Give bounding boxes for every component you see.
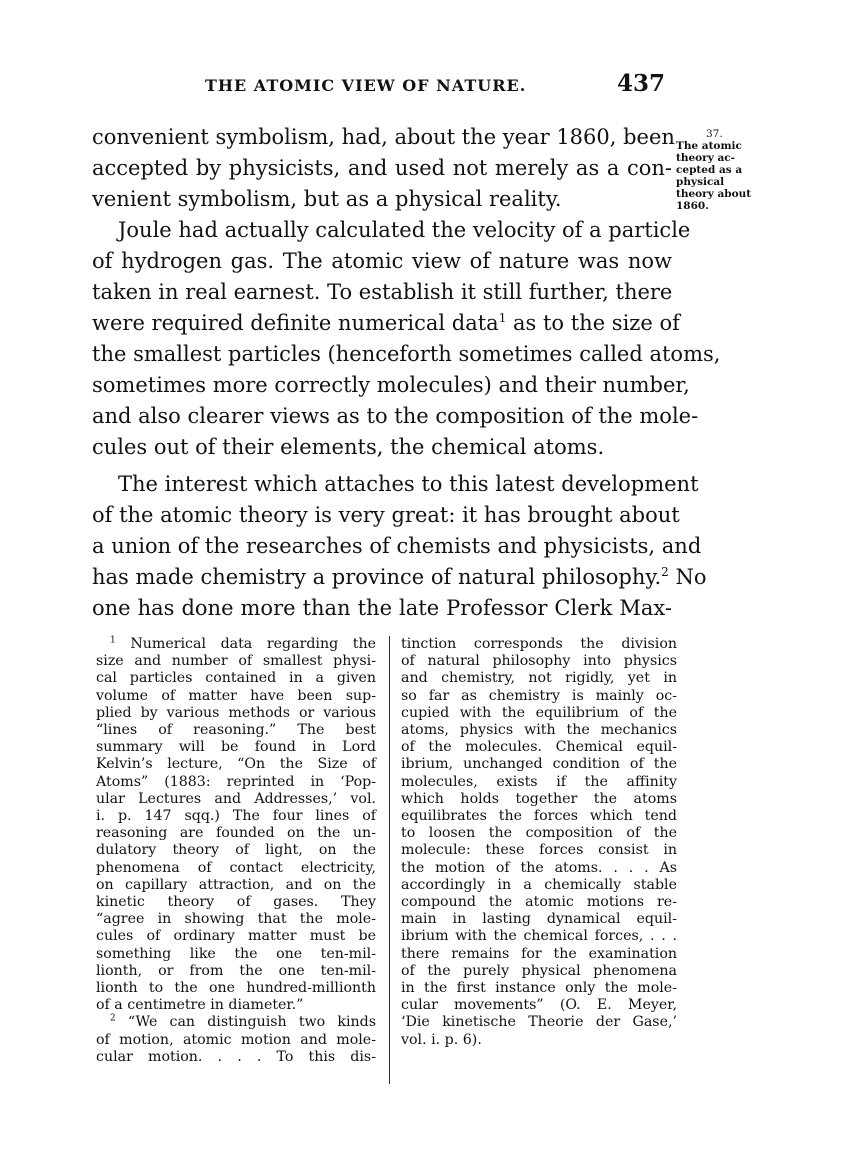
footnote-line: to loosen the composition of the [401, 825, 677, 842]
footnote-line: something like the one ten-mil- [96, 945, 376, 962]
footnotes-right-column [401, 636, 677, 1049]
footnote-line: “lines of reasoning.” The best [96, 722, 376, 739]
body-text-fragment: as to the size of [513, 311, 680, 335]
footnote-line: of a centimetre in diameter.” [96, 997, 304, 1014]
body-line: sometimes more correctly molecules) and their number, [92, 373, 690, 397]
footnote-reference: 1 [498, 311, 507, 325]
footnote-line: summary will be found in Lord [96, 739, 376, 756]
footnote-line: and chemistry, not rigidly, yet in [401, 670, 677, 687]
footnote-marker: 2 [110, 1013, 116, 1024]
footnote-line: phenomena of contact electricity, [96, 859, 376, 876]
marginal-line: theory about [676, 188, 752, 200]
body-line: taken in real earnest. To establish it still further, there [92, 280, 673, 304]
marginal-number: 37. [706, 128, 723, 140]
footnote-line: ‘Die kinetische Theorie der Gase,’ [401, 1014, 677, 1031]
page-number: 437 [616, 70, 665, 97]
footnote-line: cular motion. . . . To this dis- [96, 1048, 376, 1065]
body-line-with-footnote [92, 562, 707, 593]
body-line: convenient symbolism, had, about the year 1860, been [92, 125, 675, 149]
marginal-note [676, 128, 776, 212]
footnote-line: lionth to the one hundred-millionth [96, 980, 376, 997]
footnote-line: main in lasting dynamical equil- [401, 911, 677, 928]
body-line: the smallest particles (henceforth sometimes called atoms, [92, 342, 721, 366]
footnote-line: molecule: these forces consist in [401, 842, 677, 859]
footnote-line: tinction corresponds the division [401, 636, 677, 652]
marginal-line: theory ac- [676, 152, 736, 164]
footnote-line: atoms, physics with the mechanics [401, 722, 677, 739]
footnote-reference: 2 [661, 565, 669, 579]
marginal-line: physical [676, 176, 725, 188]
footnote-line: “agree in showing that the mole- [96, 911, 376, 928]
footnote-line: Atoms” (1883: reprinted in ‘Pop- [96, 773, 376, 790]
footnote-line: $^1$ Numerical data regarding the [110, 635, 377, 652]
footnote-line: of motion, atomic motion and mole- [96, 1031, 376, 1048]
footnote-line: compound the atomic motions re- [401, 894, 677, 911]
footnote-line: kinetic theory of gases. They [96, 894, 376, 911]
footnote-line: reasoning are founded on the un- [96, 825, 376, 842]
footnote-line: dulatory theory of light, on the [96, 842, 376, 859]
footnote-line: accordingly in a chemically stable [401, 876, 677, 893]
footnote-line: cular movements” (O. E. Meyer, [401, 997, 677, 1014]
body-line: a union of the researches of chemists and physicists, and [92, 534, 702, 558]
body-text-fragment: were required definite numerical data [92, 311, 499, 335]
body-line: one has done more than the late Professor Clerk Max- [92, 596, 672, 620]
footnote-marker: 1 [110, 635, 116, 646]
footnote-line: plied by various methods or various [96, 704, 376, 721]
footnote-line: there remains for the examination [401, 945, 677, 962]
marginal-line: cepted as a [676, 164, 743, 176]
footnote-line: cupied with the equilibrium of the [401, 704, 677, 721]
footnote-line: cal particles contained in a given [96, 670, 376, 687]
footnote-line: lionth, or from the one ten-mil- [96, 962, 376, 979]
footnote-line: of the molecules. Chemical equil- [401, 739, 677, 756]
footnote-line: so far as chemistry is mainly oc- [401, 687, 677, 704]
body-line: accepted by physicists, and used not merely as a con- [92, 156, 672, 180]
body-line-with-footnote [92, 308, 680, 339]
footnote-line: vol. i. p. 6). [401, 1031, 482, 1048]
footnote-line: which holds together the atoms [401, 790, 677, 807]
page-header [205, 72, 665, 102]
marginal-line: The atomic [676, 140, 742, 152]
body-line: of the atomic theory is very great: it has brought about [92, 503, 680, 527]
footnote-column-divider [389, 636, 390, 1084]
footnote-line: of natural philosophy into physics [401, 653, 677, 670]
footnote-line: i. p. 147 sqq.) The four lines of [96, 808, 376, 825]
body-line: The interest which attaches to this latest development [118, 472, 699, 496]
running-title: THE ATOMIC VIEW OF NATURE. [205, 76, 527, 95]
footnote-line: ibrium with the chemical forces, . . . [401, 928, 677, 945]
footnote-line: Kelvin’s lecture, “On the Size of [96, 756, 376, 773]
footnote-line: cules of ordinary matter must be [96, 928, 376, 945]
body-text-fragment: No [675, 565, 707, 589]
footnote-line: of the purely physical phenomena [401, 962, 677, 979]
footnote-line: molecules, exists if the affinity [401, 773, 677, 790]
footnote-line: size and number of smallest physi- [96, 653, 376, 670]
body-line: of hydrogen gas. The atomic view of nature was now [92, 249, 672, 273]
footnote-line: on capillary attraction, and on the [96, 876, 376, 893]
footnote-line: equilibrates the forces which tend [401, 808, 677, 825]
footnote-line: volume of matter have been sup- [96, 687, 376, 704]
body-line: cules out of their elements, the chemical atoms. [92, 435, 605, 459]
footnote-line: $^2$ “We can distinguish two kinds [110, 1013, 376, 1031]
footnote-line: ular Lectures and Addresses,’ vol. [96, 790, 376, 807]
footnotes-left-column [96, 636, 376, 1066]
body-text-fragment: has made chemistry a province of natural philosophy. [92, 565, 662, 589]
body-line: venient symbolism, but as a physical reality. [92, 187, 562, 211]
footnote-line: the motion of the atoms. . . . As [401, 859, 677, 876]
body-line: Joule had actually calculated the velocity of a particle [118, 218, 691, 242]
footnote-line: ibrium, unchanged condition of the [401, 756, 677, 773]
footnote-line: in the first instance only the mole- [401, 980, 677, 997]
body-line: and also clearer views as to the composition of the mole- [92, 404, 699, 428]
marginal-line: 1860. [676, 200, 709, 212]
